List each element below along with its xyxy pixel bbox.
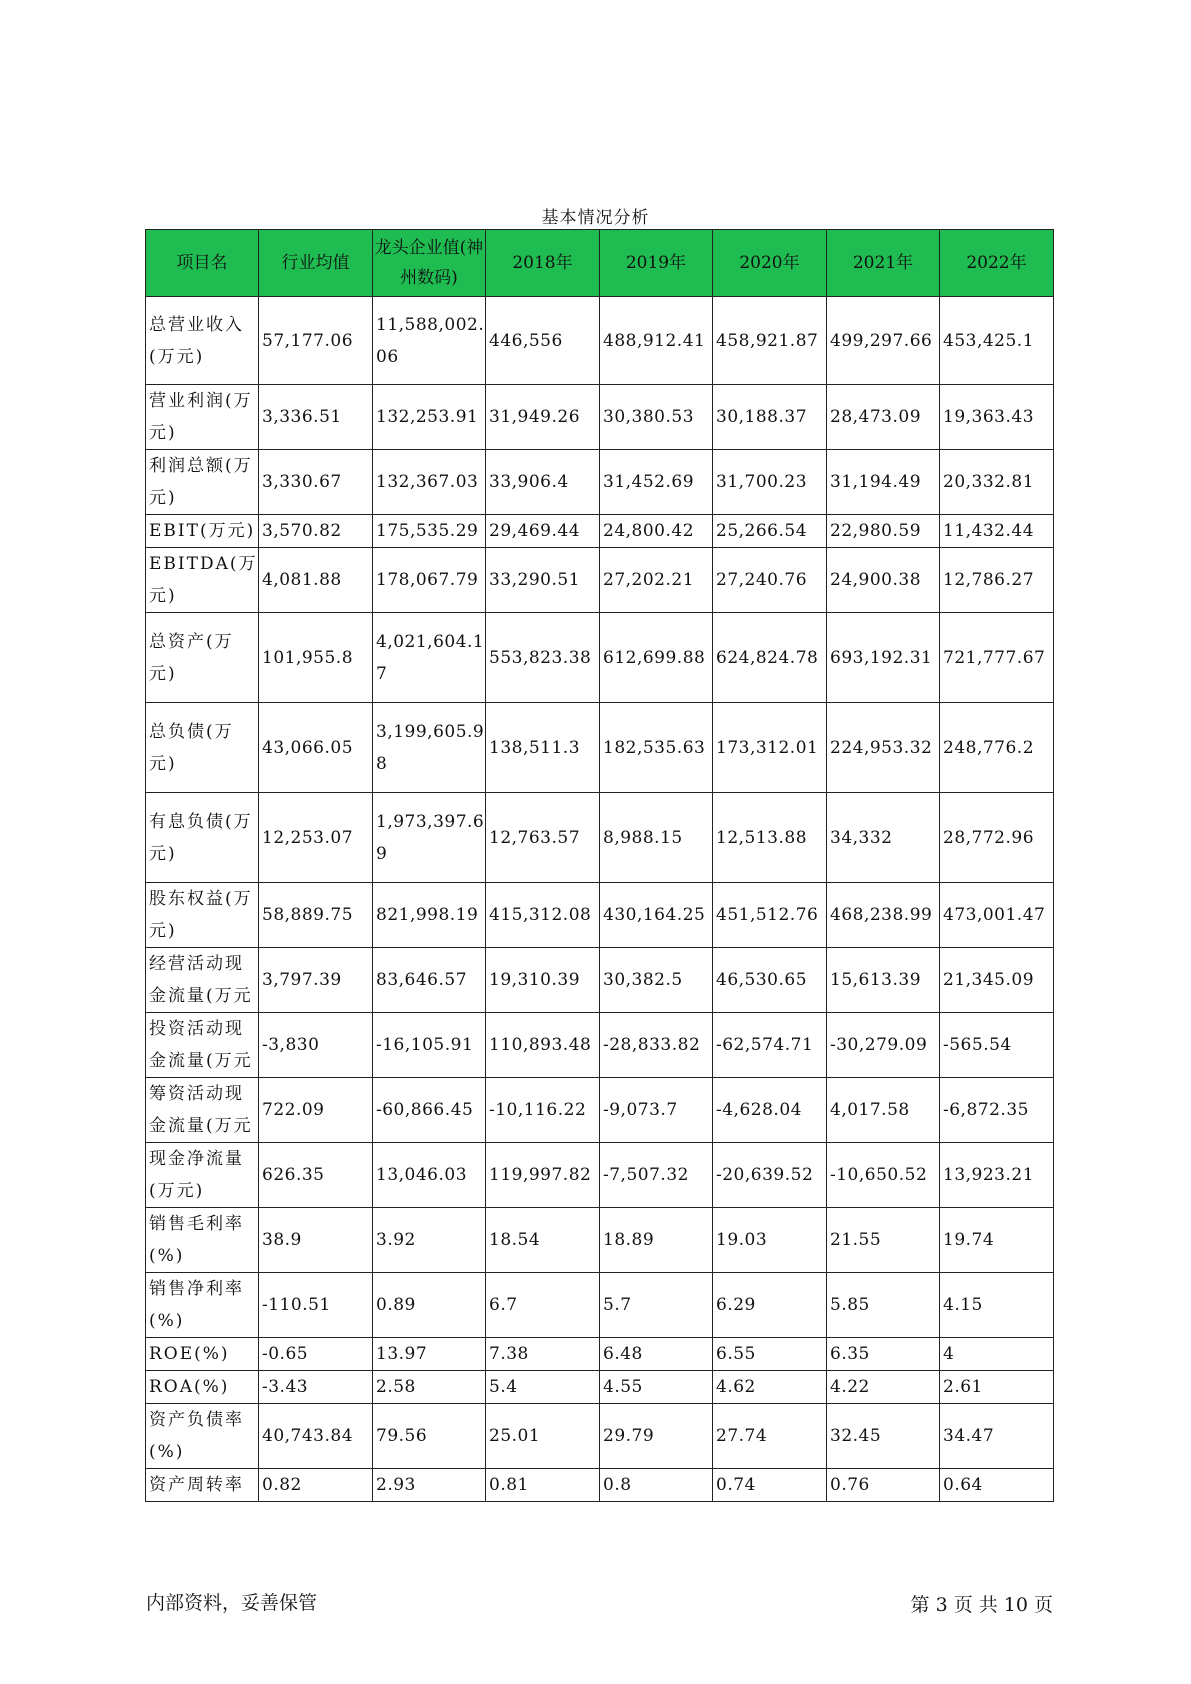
table-cell: 29,469.44 (486, 515, 600, 548)
table-cell: 473,001.47 (940, 883, 1054, 948)
table-cell: 173,312.01 (713, 703, 827, 793)
table-cell: 18.89 (600, 1208, 713, 1273)
table-cell: 27,202.21 (600, 548, 713, 613)
row-label: 总资产(万元) (146, 613, 259, 703)
table-cell: -3,830 (259, 1013, 373, 1078)
table-cell: 8,988.15 (600, 793, 713, 883)
table-cell: 821,998.19 (373, 883, 486, 948)
table-cell: 3,330.67 (259, 450, 373, 515)
table-cell: 5.7 (600, 1273, 713, 1338)
row-label: 资产周转率 (146, 1469, 259, 1502)
table-row (146, 883, 1054, 948)
table-cell: 31,194.49 (827, 450, 940, 515)
table-cell: 29.79 (600, 1404, 713, 1469)
table-cell: 19.74 (940, 1208, 1054, 1273)
table-cell: 19.03 (713, 1208, 827, 1273)
table-cell: 5.4 (486, 1371, 600, 1404)
table-row (146, 948, 1054, 1013)
row-label: 销售毛利率(%) (146, 1208, 259, 1273)
table-cell: 11,588,002.06 (373, 297, 486, 385)
table-cell: 3,570.82 (259, 515, 373, 548)
table-cell: 28,473.09 (827, 385, 940, 450)
table-row (146, 385, 1054, 450)
table-cell: 22,980.59 (827, 515, 940, 548)
table-caption: 基本情况分析 (541, 208, 650, 228)
table-row (146, 1338, 1054, 1371)
table-cell: 19,363.43 (940, 385, 1054, 450)
table-cell: 722.09 (259, 1078, 373, 1143)
table-cell: 13,046.03 (373, 1143, 486, 1208)
table-cell: 499,297.66 (827, 297, 940, 385)
table-cell: 34.47 (940, 1404, 1054, 1469)
table-cell: 0.8 (600, 1469, 713, 1502)
table-row (146, 1078, 1054, 1143)
table-cell: -16,105.91 (373, 1013, 486, 1078)
table-cell: -0.65 (259, 1338, 373, 1371)
table-cell: 4.62 (713, 1371, 827, 1404)
table-cell: 488,912.41 (600, 297, 713, 385)
table-cell: 13.97 (373, 1338, 486, 1371)
table-row (146, 450, 1054, 515)
table-cell: 453,425.1 (940, 297, 1054, 385)
table-cell: 25.01 (486, 1404, 600, 1469)
table-row (146, 703, 1054, 793)
row-label: ROE(%) (146, 1338, 259, 1371)
table-cell: 138,511.3 (486, 703, 600, 793)
table-cell: 4.55 (600, 1371, 713, 1404)
table-row (146, 613, 1054, 703)
table-cell: 3,199,605.98 (373, 703, 486, 793)
table-cell: 34,332 (827, 793, 940, 883)
table-cell: 21.55 (827, 1208, 940, 1273)
table-cell: 0.76 (827, 1469, 940, 1502)
table-cell: 178,067.79 (373, 548, 486, 613)
table-cell: 31,452.69 (600, 450, 713, 515)
table-cell: 6.35 (827, 1338, 940, 1371)
header-cell: 2021年 (827, 230, 940, 297)
table-cell: -3.43 (259, 1371, 373, 1404)
table-cell: 3,336.51 (259, 385, 373, 450)
table-cell: -110.51 (259, 1273, 373, 1338)
table-cell: 6.29 (713, 1273, 827, 1338)
table-cell: 4,081.88 (259, 548, 373, 613)
table-cell: 451,512.76 (713, 883, 827, 948)
row-label: 股东权益(万元) (146, 883, 259, 948)
table-row (146, 1404, 1054, 1469)
table-cell: 27,240.76 (713, 548, 827, 613)
table-header-row (146, 230, 1054, 297)
table-cell: 13,923.21 (940, 1143, 1054, 1208)
table-cell: 626.35 (259, 1143, 373, 1208)
table-row (146, 1208, 1054, 1273)
table-cell: -10,650.52 (827, 1143, 940, 1208)
table-cell: 19,310.39 (486, 948, 600, 1013)
row-label: 筹资活动现金流量(万元 (146, 1078, 259, 1143)
table-row (146, 1273, 1054, 1338)
footer-page-number: 第 3 页 共 10 页 (910, 1594, 1053, 1616)
table-row (146, 1469, 1054, 1502)
header-cell: 2020年 (713, 230, 827, 297)
table-cell: 28,772.96 (940, 793, 1054, 883)
table-cell: -10,116.22 (486, 1078, 600, 1143)
table-cell: 40,743.84 (259, 1404, 373, 1469)
header-cell: 2018年 (486, 230, 600, 297)
row-label: ROA(%) (146, 1371, 259, 1404)
table-cell: 4,017.58 (827, 1078, 940, 1143)
table-cell: 553,823.38 (486, 613, 600, 703)
table-cell: 430,164.25 (600, 883, 713, 948)
table-cell: 415,312.08 (486, 883, 600, 948)
table-cell: 18.54 (486, 1208, 600, 1273)
table-row (146, 548, 1054, 613)
table-cell: 38.9 (259, 1208, 373, 1273)
table-cell: 4,021,604.17 (373, 613, 486, 703)
table-cell: 12,786.27 (940, 548, 1054, 613)
row-label: 资产负债率(%) (146, 1404, 259, 1469)
table-cell: -62,574.71 (713, 1013, 827, 1078)
table-cell: 11,432.44 (940, 515, 1054, 548)
table-cell: 2.58 (373, 1371, 486, 1404)
table-row (146, 793, 1054, 883)
table-cell: 446,556 (486, 297, 600, 385)
table-cell: 110,893.48 (486, 1013, 600, 1078)
table-cell: 4.15 (940, 1273, 1054, 1338)
table-cell: -60,866.45 (373, 1078, 486, 1143)
table-cell: 33,906.4 (486, 450, 600, 515)
table-cell: 30,382.5 (600, 948, 713, 1013)
table-cell: 12,763.57 (486, 793, 600, 883)
table-cell: 43,066.05 (259, 703, 373, 793)
table-cell: 458,921.87 (713, 297, 827, 385)
table-cell: 57,177.06 (259, 297, 373, 385)
table-cell: 31,949.26 (486, 385, 600, 450)
table-cell: 79.56 (373, 1404, 486, 1469)
table-cell: 119,997.82 (486, 1143, 600, 1208)
table-cell: 12,253.07 (259, 793, 373, 883)
table-cell: 1,973,397.69 (373, 793, 486, 883)
table-cell: 3,797.39 (259, 948, 373, 1013)
table-row (146, 515, 1054, 548)
table-cell: 721,777.67 (940, 613, 1054, 703)
row-label: 经营活动现金流量(万元 (146, 948, 259, 1013)
table-cell: 5.85 (827, 1273, 940, 1338)
header-cell: 龙头企业值(神州数码) (373, 230, 486, 297)
table-cell: 30,380.53 (600, 385, 713, 450)
table-row (146, 1371, 1054, 1404)
table-cell: 21,345.09 (940, 948, 1054, 1013)
table-cell: 182,535.63 (600, 703, 713, 793)
table-cell: 4 (940, 1338, 1054, 1371)
table-row (146, 297, 1054, 385)
table-cell: 7.38 (486, 1338, 600, 1371)
table-cell: 58,889.75 (259, 883, 373, 948)
row-label: 现金净流量(万元) (146, 1143, 259, 1208)
header-cell: 行业均值 (259, 230, 373, 297)
table-cell: 0.82 (259, 1469, 373, 1502)
table-cell: 25,266.54 (713, 515, 827, 548)
table-cell: -4,628.04 (713, 1078, 827, 1143)
table-cell: 2.93 (373, 1469, 486, 1502)
table-cell: 2.61 (940, 1371, 1054, 1404)
table-cell: 27.74 (713, 1404, 827, 1469)
table-cell: 6.7 (486, 1273, 600, 1338)
basic-analysis-table (145, 229, 1054, 1502)
table-cell: 0.64 (940, 1469, 1054, 1502)
table-row (146, 1013, 1054, 1078)
table-cell: 12,513.88 (713, 793, 827, 883)
row-label: 投资活动现金流量(万元 (146, 1013, 259, 1078)
table-cell: 15,613.39 (827, 948, 940, 1013)
table-cell: 6.55 (713, 1338, 827, 1371)
table-cell: 612,699.88 (600, 613, 713, 703)
header-cell: 项目名 (146, 230, 259, 297)
table-row (146, 1143, 1054, 1208)
table-cell: 132,253.91 (373, 385, 486, 450)
table-cell: 31,700.23 (713, 450, 827, 515)
table-cell: 0.74 (713, 1469, 827, 1502)
table-cell: -7,507.32 (600, 1143, 713, 1208)
table-cell: 24,800.42 (600, 515, 713, 548)
row-label: 营业利润(万元) (146, 385, 259, 450)
row-label: EBITDA(万元) (146, 548, 259, 613)
table-cell: 693,192.31 (827, 613, 940, 703)
table-cell: 0.89 (373, 1273, 486, 1338)
table-cell: 32.45 (827, 1404, 940, 1469)
table-cell: 624,824.78 (713, 613, 827, 703)
table-cell: -20,639.52 (713, 1143, 827, 1208)
table-cell: 20,332.81 (940, 450, 1054, 515)
table-cell: 33,290.51 (486, 548, 600, 613)
table-cell: -28,833.82 (600, 1013, 713, 1078)
row-label: 利润总额(万元) (146, 450, 259, 515)
table-cell: -30,279.09 (827, 1013, 940, 1078)
row-label: EBIT(万元) (146, 515, 259, 548)
footer-confidential-note: 内部资料，妥善保管 (146, 1592, 318, 1614)
table-cell: -9,073.7 (600, 1078, 713, 1143)
table-cell: 83,646.57 (373, 948, 486, 1013)
table-cell: 0.81 (486, 1469, 600, 1502)
table-cell: 468,238.99 (827, 883, 940, 948)
table-cell: 248,776.2 (940, 703, 1054, 793)
table-cell: 101,955.8 (259, 613, 373, 703)
table-cell: 46,530.65 (713, 948, 827, 1013)
table-cell: -6,872.35 (940, 1078, 1054, 1143)
table-cell: 6.48 (600, 1338, 713, 1371)
table-cell: 224,953.32 (827, 703, 940, 793)
table-cell: -565.54 (940, 1013, 1054, 1078)
table-cell: 175,535.29 (373, 515, 486, 548)
table-cell: 132,367.03 (373, 450, 486, 515)
row-label: 总负债(万元) (146, 703, 259, 793)
row-label: 销售净利率(%) (146, 1273, 259, 1338)
header-cell: 2022年 (940, 230, 1054, 297)
table-cell: 4.22 (827, 1371, 940, 1404)
row-label: 有息负债(万元) (146, 793, 259, 883)
table-cell: 30,188.37 (713, 385, 827, 450)
row-label: 总营业收入(万元) (146, 297, 259, 385)
table-cell: 24,900.38 (827, 548, 940, 613)
header-cell: 2019年 (600, 230, 713, 297)
table-cell: 3.92 (373, 1208, 486, 1273)
